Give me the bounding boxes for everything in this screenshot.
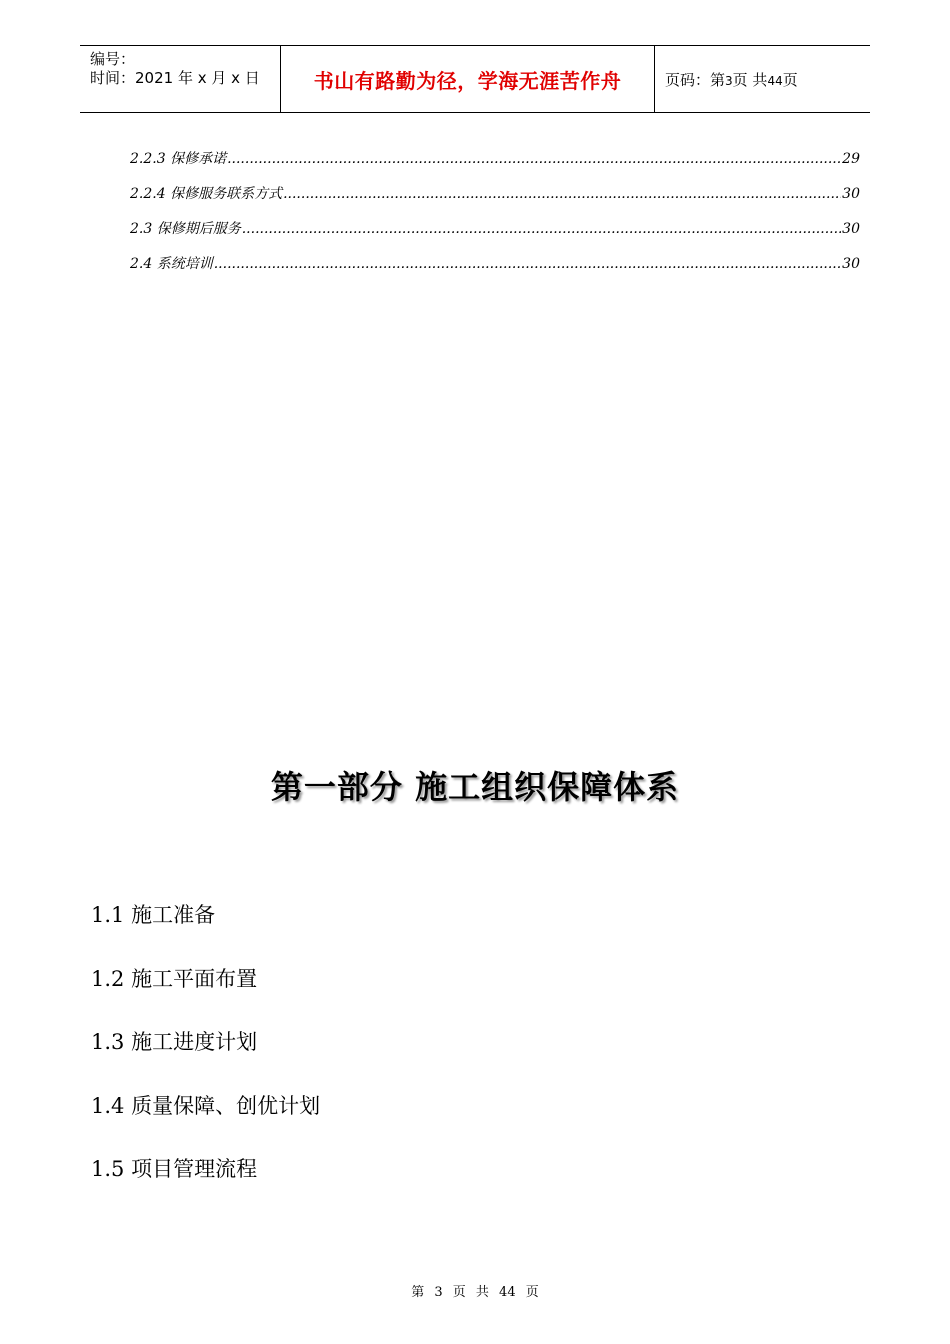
header-page-current: 3 <box>725 73 733 88</box>
toc-entry[interactable] <box>130 255 860 290</box>
toc-entry-label: 2.2.4 保修服务联系方式 <box>130 186 283 202</box>
toc-entry[interactable] <box>130 185 860 220</box>
toc-entry-page: 30 <box>842 256 860 272</box>
toc-entry-label: 2.2.3 保修承诺 <box>130 151 227 167</box>
toc-entry-page: 30 <box>842 186 860 202</box>
header-code-label: 编号： <box>90 50 136 68</box>
toc-entry-label: 2.4 系统培训 <box>130 256 213 272</box>
header-meta <box>80 46 281 112</box>
page-footer: 第 3 页 共 44 页 <box>411 1285 539 1300</box>
toc-entry[interactable] <box>130 220 860 255</box>
toc-leader-dots <box>214 255 841 273</box>
header-motto: 书山有路勤为径，学海无涯苦作舟 <box>313 68 622 93</box>
toc-entry[interactable] <box>130 150 860 185</box>
toc-leader-dots <box>283 185 841 203</box>
table-of-contents <box>130 150 860 290</box>
section-item: 1.1 施工准备 <box>91 903 216 927</box>
header-page-line <box>665 69 870 90</box>
toc-entry-page: 30 <box>842 221 860 237</box>
page-header <box>80 45 870 113</box>
part-title: 第一部分 施工组织保障体系 <box>270 768 680 806</box>
header-motto-cell <box>281 46 655 112</box>
header-page-prefix: 页码：第 <box>665 70 726 89</box>
header-page-info <box>655 46 870 112</box>
section-item: 1.2 施工平面布置 <box>91 966 258 991</box>
header-time-label: 时间：2021 年 x 月 x 日 <box>90 69 260 87</box>
header-page-suffix: 页 <box>782 70 798 89</box>
header-page-total: 44 <box>767 73 783 88</box>
toc-leader-dots <box>242 220 841 238</box>
section-item: 1.3 施工进度计划 <box>91 1030 258 1054</box>
toc-entry-page: 29 <box>842 151 860 167</box>
section-item: 1.5 项目管理流程 <box>91 1157 258 1181</box>
section-item: 1.4 质量保障、创优计划 <box>91 1093 321 1118</box>
toc-leader-dots <box>227 150 841 168</box>
header-page-mid: 页 共 <box>732 70 768 89</box>
section-list <box>91 900 320 1218</box>
toc-entry-label: 2.3 保修期后服务 <box>130 221 241 237</box>
